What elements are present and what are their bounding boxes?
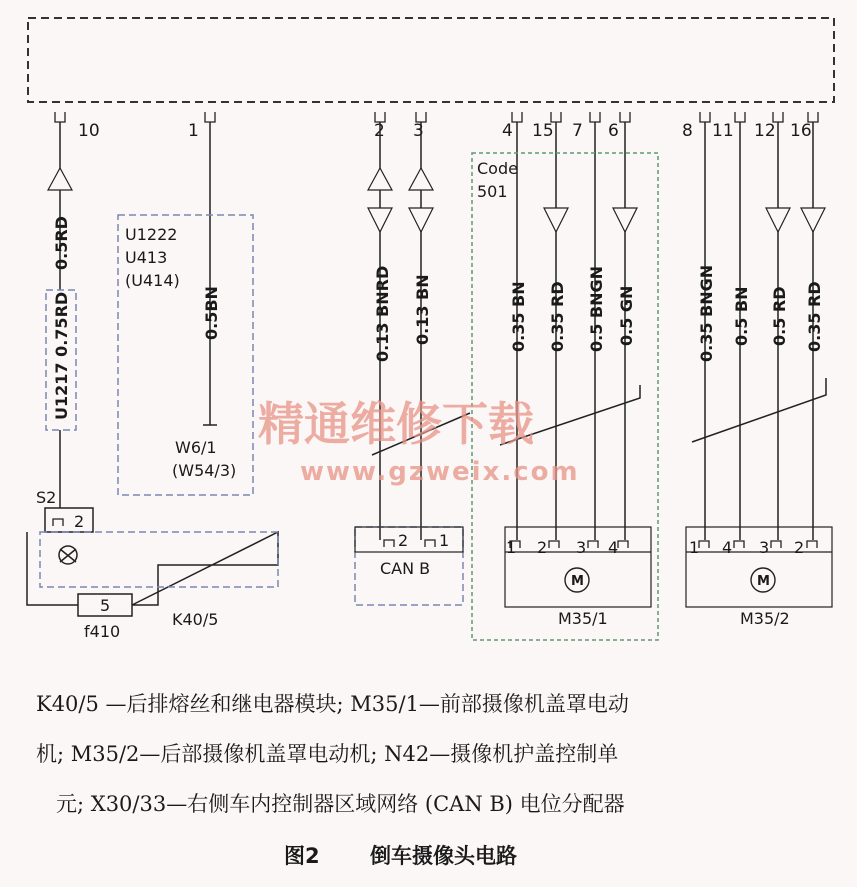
wire-label-3: 0.13 BN (413, 274, 432, 345)
u1217-label: U1217 0.75RD (52, 291, 71, 420)
pin-label-4: 4 (502, 121, 513, 141)
u414-label: (U414) (125, 271, 180, 290)
wire-label-11: 0.5 BN (732, 286, 751, 346)
m35-2-pin-4: 4 (722, 538, 733, 557)
s2-connector (45, 508, 93, 532)
fuse-pin-label: 5 (100, 596, 111, 615)
caption-line-3: 元; X30/33—右侧车内控制器区域网络 (CAN B) 电位分配器 (56, 792, 625, 816)
figure-title: 倒车摄像头电路 (370, 844, 517, 868)
s2-pin-label: 2 (74, 512, 85, 531)
pin-label-3: 3 (413, 121, 424, 141)
w6-1-label: W6/1 (175, 438, 217, 457)
pin-label-12: 12 (754, 121, 776, 141)
control-unit-box (28, 18, 834, 102)
pin-label-16: 16 (790, 121, 812, 141)
wire-label-6: 0.5 GN (617, 285, 636, 346)
relay-symbol-icon (59, 546, 77, 564)
shield-line-right (692, 378, 826, 442)
signal-arrows (48, 168, 825, 232)
wire-label-12: 0.5 RD (770, 286, 789, 346)
wire-label-15: 0.35 RD (548, 281, 567, 352)
wire-label-8: 0.35 BNGN (697, 264, 716, 362)
w54-3-label: (W54/3) (172, 461, 237, 480)
caption-line-1: K40/5 —后排熔丝和继电器模块; M35/1—前部摄像机盖罩电动 (36, 692, 629, 716)
wire-label-2: 0.13 BNRD (373, 265, 392, 362)
wire-label-4: 0.35 BN (509, 281, 528, 352)
u413-label: U413 (125, 248, 168, 267)
m35-1-pin-2: 2 (537, 538, 548, 557)
m35-1-motor-symbol: M (571, 574, 584, 589)
k40-5-label: K40/5 (172, 610, 219, 629)
code-label: Code (477, 159, 518, 178)
code-number-label: 501 (477, 182, 508, 201)
caption-line-2: 机; M35/2—后部摄像机盖罩电动机; N42—摄像机护盖控制单 (36, 742, 619, 766)
pin-label-11: 11 (712, 121, 734, 141)
can-b-pin-stubs (384, 540, 435, 547)
pin-label-7: 7 (572, 121, 583, 141)
f410-label: f410 (84, 622, 121, 641)
figure-number: 图2 (284, 844, 320, 868)
s2-pin-stub (53, 519, 63, 526)
watermark-cn: 精通维修下载 (258, 397, 534, 451)
m35-2-motor-symbol: M (757, 574, 770, 589)
m35-2-pin-2: 2 (794, 538, 805, 557)
can-b-label: CAN B (380, 559, 431, 578)
pin-label-10: 10 (78, 121, 100, 141)
watermark-url: www.gzweix.com (300, 457, 580, 487)
m35-2-pin-3: 3 (759, 538, 770, 557)
pin-label-6: 6 (608, 121, 619, 141)
m35-2-label: M35/2 (740, 609, 790, 628)
pin-label-2: 2 (374, 121, 385, 141)
m35-2-pin-1: 1 (689, 538, 700, 557)
wire-label-10: 0.5RD (52, 216, 71, 270)
pin-label-8: 8 (682, 121, 693, 141)
pin-label-15: 15 (532, 121, 554, 141)
k40-5-outline (27, 532, 278, 605)
wire-label-7: 0.5 BNGN (587, 265, 606, 352)
top-connector-stubs (55, 112, 818, 122)
wire-label-1: 0.5BN (202, 286, 221, 340)
pin-label-1: 1 (188, 121, 199, 141)
m35-1-label: M35/1 (558, 609, 608, 628)
u1222-label: U1222 (125, 225, 178, 244)
m35-1-pin-1: 1 (506, 538, 517, 557)
can-b-pin-2: 2 (398, 531, 409, 550)
s2-label: S2 (36, 488, 57, 507)
m35-1-pin-4: 4 (608, 538, 619, 557)
m35-1-pin-3: 3 (576, 538, 587, 557)
wire-label-16: 0.35 RD (805, 281, 824, 352)
can-b-pin-1: 1 (439, 531, 450, 550)
